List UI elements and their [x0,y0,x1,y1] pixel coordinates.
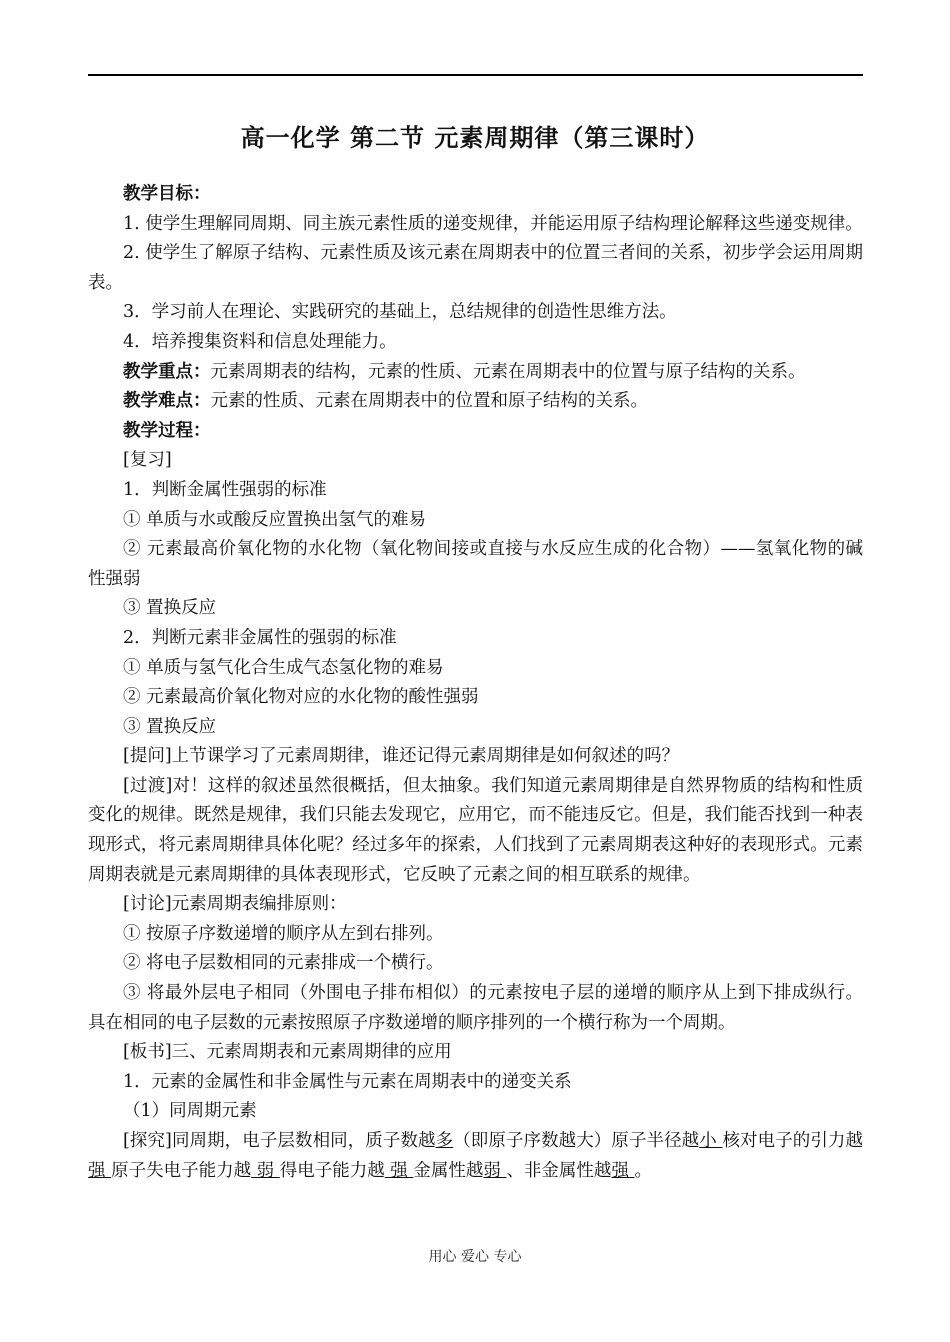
paragraph: ① 单质与水或酸反应置换出氢气的难易 [123,509,427,530]
process-heading: 教学过程： [123,420,211,441]
difficulty-text: 元素的性质、元素在周期表中的位置和原子结构的关系。 [210,391,648,412]
answer-blank: 小 [699,1131,723,1151]
answer-blank: 弱 [483,1160,507,1181]
paragraph: 1．判断金属性强弱的标准 [123,479,327,500]
difficulty-label: 教学难点： [123,391,211,412]
difficulty [88,387,863,417]
objective-3: 3．学习前人在理论、实践研究的基础上，总结规律的创造性思维方法。 [123,302,677,323]
objective-4: 4．培养搜集资料和信息处理能力。 [123,331,397,352]
paragraph: ③ 将最外层电子相同（外围电子排布相似）的元素按电子层的递增的顺序从上到下排成纵行。具在相同的电子层数的元素按照原子序数递增的顺序排列的一个横行称为一个周期。 [88,983,863,1033]
explore-text: [探究]同周期，电子层数相同，质子数越 [123,1131,436,1151]
explore-text: 原子失电子能力越 [111,1160,252,1181]
paragraph: ② 元素最高价氧化物的水化物（氧化物间接或直接与水反应生成的化合物）——氢氧化物的碱性强弱 [88,539,863,589]
explore-text: 、非金属性越 [506,1160,612,1181]
answer-blank: 弱 [251,1160,280,1181]
key-point [88,358,863,388]
explore-text: （即原子序数越大）原子半径越 [453,1131,700,1151]
paragraph: 1．元素的金属性和非金属性与元素在周期表中的递变关系 [123,1071,572,1092]
header-rule [88,74,863,76]
paragraph: [过渡]对！这样的叙述虽然很概括，但太抽象。我们知道元素周期律是自然界物质的结构和性质变化的规律。既然是规律，我们只能去发现它，应用它，而不能违反它。但是，我们能否找到一种表现形式，将元素周期律具体化呢？经过多年的探索，人们找到了元素周期表这种好的表现形式。元素周期表就是元素周期律的具体表现形式，它反映了元素之间的相互联系的规律。 [88,775,863,885]
paragraph: ② 元素最高价氧化物对应的水化物的酸性强弱 [123,687,479,708]
explore-text: 金属性越 [413,1160,484,1181]
explore-text: 得电子能力越 [279,1160,385,1181]
paragraph: ① 单质与氢气化合生成气态氢化物的难易 [123,657,444,678]
paragraph: [提问]上节课学习了元素周期律，谁还记得元素周期律是如何叙述的吗？ [123,746,680,767]
document-title: 高一化学 第二节 元素周期律（第三课时） [240,124,710,152]
answer-blank: 强 [88,1160,112,1181]
paragraph: ③ 置换反应 [123,598,217,619]
answer-blank: 强 [384,1160,414,1181]
objectives-heading: 教学目标： [123,184,211,204]
objective-1: 1. 使学生理解同周期、同主族元素性质的递变规律，并能运用原子结构理论解释这些递变规律。 [123,213,863,234]
paragraph: ② 将电子层数相同的元素排成一个横行。 [123,953,444,974]
answer-blank: 强 [611,1160,635,1181]
paragraph: 2．判断元素非金属性的强弱的标准 [123,627,397,648]
paragraph: ③ 置换反应 [123,716,217,737]
key-point-label: 教学重点： [123,361,211,382]
objective-2: 2. 使学生了解原子结构、元素性质及该元素在周期表中的位置三者间的关系，初步学会运用周期表。 [88,243,863,293]
paragraph: [复习] [123,450,172,471]
key-point-text: 元素周期表的结构，元素的性质、元素在周期表中的位置与原子结构的关系。 [210,361,806,382]
paragraph: ① 按原子序数递增的顺序从左到右排列。 [123,923,444,944]
paragraph: （1）同周期元素 [123,1101,257,1122]
document-body [88,180,863,1186]
explore-text: 核对电子的引力越 [722,1131,863,1151]
paragraph: [讨论]元素周期表编排原则： [123,894,347,915]
paragraph: [板书]三、元素周期表和元素周期律的应用 [123,1042,452,1063]
answer-blank: 多 [435,1131,454,1151]
explore-paragraph [88,1127,863,1186]
explore-text: 。 [634,1160,653,1181]
page-footer: 用心 爱心 专心 [428,1249,522,1265]
